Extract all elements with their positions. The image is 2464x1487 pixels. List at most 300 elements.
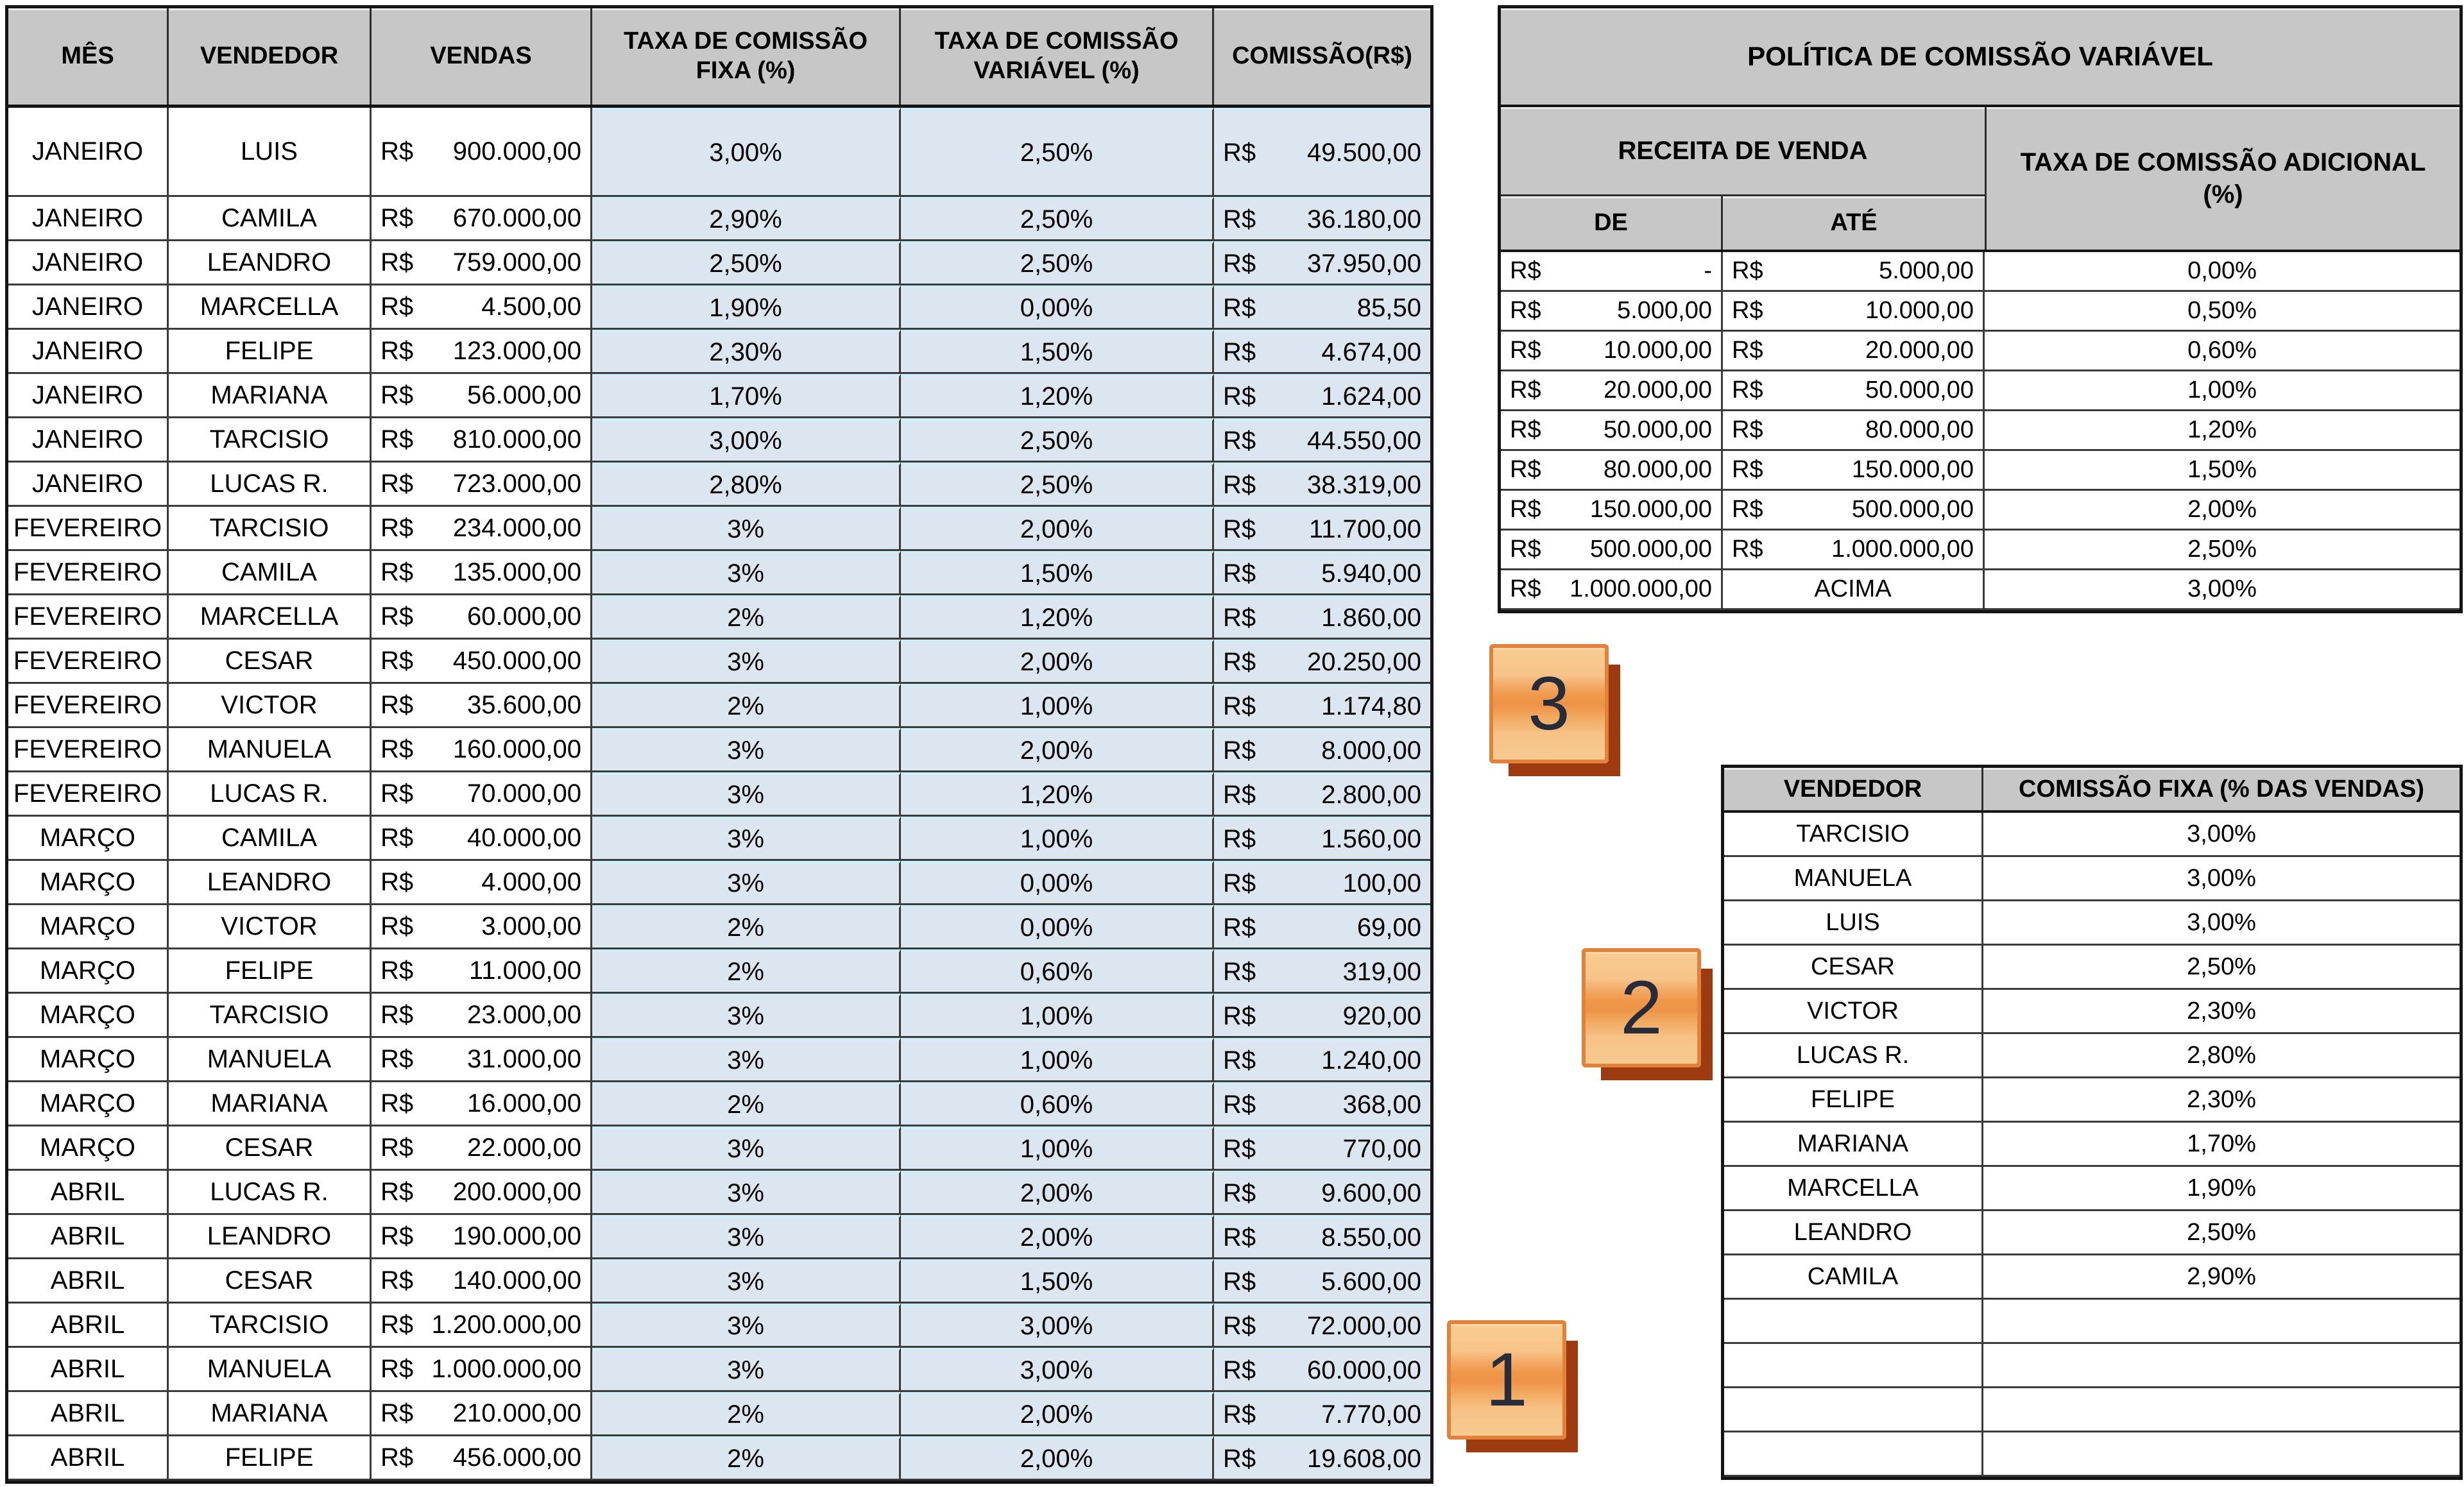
cell-vendor[interactable]: CAMILA [169, 197, 372, 239]
commission-value: 1.560,00 [1321, 824, 1421, 853]
cell-sales[interactable] [372, 241, 592, 284]
table-row [8, 463, 1430, 507]
cell-commission[interactable] [1214, 817, 1430, 859]
cell-sales[interactable] [372, 949, 592, 992]
cell-month[interactable]: MARÇO [8, 994, 169, 1036]
table-row [8, 197, 1430, 241]
cell-vendor[interactable]: FELIPE [169, 330, 372, 372]
currency-prefix: R$ [1223, 1178, 1256, 1207]
currency-prefix: R$ [1223, 603, 1256, 632]
cell-variable-rate[interactable]: 2,00% [901, 728, 1214, 770]
cell-month[interactable]: ABRIL [8, 1171, 169, 1213]
commission-value: 19.608,00 [1307, 1444, 1421, 1473]
commission-value: 8.000,00 [1321, 736, 1421, 765]
cell-sales[interactable] [372, 330, 592, 372]
cell-range-from[interactable] [1501, 252, 1723, 290]
cell-fixed-rate[interactable]: 2,50% [592, 241, 901, 284]
fixed-rate-row [1724, 1255, 2460, 1300]
cell-fixed-rate-pct[interactable]: 3,00% [2187, 864, 2256, 892]
cell-vendor[interactable]: MANUELA [169, 1348, 372, 1390]
cell-additional-rate[interactable]: 1,20% [2187, 416, 2257, 443]
cell-additional-rate[interactable]: 0,60% [2187, 337, 2257, 364]
cell-sales[interactable] [372, 1038, 592, 1080]
cell-fixed-rate[interactable]: 3,00% [592, 418, 901, 461]
table-row [8, 1171, 1430, 1215]
cell-fixed-rate[interactable]: 3% [592, 1171, 901, 1213]
cell-fixed-rate[interactable]: 2% [592, 1436, 901, 1479]
cell-fixed-rate-pct[interactable]: 2,30% [2187, 997, 2256, 1024]
cell-variable-rate[interactable]: 1,20% [901, 374, 1214, 416]
cell-variable-rate[interactable]: 1,50% [901, 551, 1214, 593]
cell-commission[interactable] [1214, 728, 1430, 770]
cell-fixed-rate[interactable]: 3% [592, 1215, 901, 1257]
cell-vendor[interactable]: CAMILA [169, 551, 372, 593]
cell-vendor-name[interactable]: CAMILA [1724, 1255, 1983, 1298]
cell-month[interactable]: ABRIL [8, 1348, 169, 1390]
cell-month[interactable]: ABRIL [8, 1304, 169, 1346]
cell-variable-rate[interactable]: 2,50% [901, 463, 1214, 505]
sales-value: 200.000,00 [452, 1177, 581, 1206]
commission-value: 69,00 [1356, 913, 1421, 942]
header-taxa-fixa[interactable]: TAXA DE COMISSÃO FIXA (%) [592, 8, 901, 105]
cell-fixed-rate[interactable]: 3% [592, 551, 901, 593]
cell-vendor[interactable]: MARIANA [169, 1392, 372, 1434]
cell-month[interactable]: MARÇO [8, 1082, 169, 1125]
cell-vendor-name[interactable] [1724, 1344, 1983, 1386]
commission-value: 1.174,80 [1321, 692, 1421, 720]
cell-vendor-name[interactable]: LUCAS R. [1724, 1034, 1983, 1076]
cell-vendor[interactable]: LUCAS R. [169, 463, 372, 505]
cell-month[interactable]: JANEIRO [8, 108, 169, 195]
cell-month[interactable]: MARÇO [8, 1038, 169, 1080]
fixed-rate-row [1724, 1300, 2460, 1344]
currency-prefix: R$ [1510, 377, 1541, 404]
cell-month[interactable]: FEVEREIRO [8, 728, 169, 770]
cell-month[interactable]: ABRIL [8, 1436, 169, 1479]
cell-commission[interactable] [1214, 108, 1430, 195]
cell-commission[interactable] [1214, 640, 1430, 682]
currency-prefix: R$ [1223, 913, 1256, 942]
cell-month[interactable]: JANEIRO [8, 330, 169, 372]
cell-vendor[interactable]: LUCAS R. [169, 772, 372, 815]
cell-month[interactable]: MARÇO [8, 1126, 169, 1169]
cell-range-from[interactable] [1501, 451, 1723, 489]
cell-commission[interactable] [1214, 507, 1430, 549]
cell-month[interactable]: FEVEREIRO [8, 684, 169, 726]
policy-table-title[interactable]: POLÍTICA DE COMISSÃO VARIÁVEL [1501, 8, 2460, 107]
currency-prefix: R$ [1510, 575, 1541, 602]
cell-range-to[interactable] [1723, 570, 1985, 608]
cell-fixed-rate[interactable]: 3% [592, 1348, 901, 1390]
table-row [8, 1082, 1430, 1126]
header-vendedor[interactable]: VENDEDOR [169, 8, 372, 105]
cell-month[interactable]: ABRIL [8, 1215, 169, 1257]
cell-month[interactable]: JANEIRO [8, 463, 169, 505]
cell-variable-rate[interactable]: 2,00% [901, 1392, 1214, 1434]
currency-prefix: R$ [1223, 205, 1256, 234]
cell-vendor[interactable]: MARIANA [169, 374, 372, 416]
cell-fixed-rate[interactable]: 3% [592, 640, 901, 682]
cell-month[interactable]: MARÇO [8, 861, 169, 903]
cell-additional-rate[interactable]: 2,00% [2187, 496, 2257, 523]
cell-fixed-rate[interactable]: 2% [592, 684, 901, 726]
cell-month[interactable]: MARÇO [8, 817, 169, 859]
cell-vendor[interactable]: VICTOR [169, 905, 372, 947]
cell-commission[interactable] [1214, 1348, 1430, 1390]
cell-fixed-rate[interactable]: 3% [592, 817, 901, 859]
cell-commission[interactable] [1214, 1304, 1430, 1346]
cell-commission[interactable] [1214, 330, 1430, 372]
cell-sales[interactable] [372, 728, 592, 770]
cell-fixed-rate-pct[interactable]: 3,00% [2187, 820, 2256, 847]
cell-range-to[interactable] [1723, 451, 1985, 489]
fixed-rate-row [1724, 946, 2460, 990]
cell-variable-rate[interactable]: 0,00% [901, 285, 1214, 328]
cell-fixed-rate[interactable]: 2,90% [592, 197, 901, 239]
cell-vendor[interactable]: FELIPE [169, 949, 372, 992]
fixed-rate-row [1724, 1078, 2460, 1123]
cell-sales[interactable] [372, 1171, 592, 1213]
cell-commission[interactable] [1214, 418, 1430, 461]
cell-variable-rate[interactable]: 0,60% [901, 1082, 1214, 1125]
cell-sales[interactable] [372, 994, 592, 1036]
cell-fixed-rate-pct[interactable]: 2,50% [2187, 1218, 2256, 1246]
cell-sales[interactable] [372, 640, 592, 682]
cell-fixed-rate[interactable]: 3% [592, 1259, 901, 1302]
cell-range-to[interactable] [1723, 371, 1985, 409]
cell-commission[interactable] [1214, 463, 1430, 505]
cell-sales[interactable] [372, 1259, 592, 1302]
cell-fixed-rate[interactable]: 3% [592, 772, 901, 815]
cell-variable-rate[interactable]: 1,00% [901, 684, 1214, 726]
cell-sales[interactable] [372, 1304, 592, 1346]
cell-month[interactable]: JANEIRO [8, 241, 169, 284]
cell-fixed-rate-pct[interactable]: 2,30% [2187, 1085, 2256, 1113]
sales-value: 70.000,00 [467, 779, 581, 808]
cell-sales[interactable] [372, 905, 592, 947]
cell-month[interactable]: ABRIL [8, 1392, 169, 1434]
cell-variable-rate[interactable]: 2,00% [901, 640, 1214, 682]
cell-fixed-rate[interactable]: 1,90% [592, 285, 901, 328]
cell-vendor-name[interactable]: CESAR [1724, 946, 1983, 988]
cell-variable-rate[interactable]: 1,00% [901, 1038, 1214, 1080]
currency-prefix: R$ [1223, 470, 1256, 499]
cell-commission[interactable] [1214, 772, 1430, 815]
cell-commission[interactable] [1214, 1126, 1430, 1169]
cell-vendor-name[interactable]: FELIPE [1724, 1078, 1983, 1121]
currency-prefix: R$ [381, 336, 414, 365]
cell-fixed-rate-pct[interactable]: 1,70% [2187, 1130, 2256, 1157]
cell-fixed-rate[interactable]: 2% [592, 1082, 901, 1125]
cell-commission[interactable] [1214, 1082, 1430, 1125]
currency-prefix: R$ [1223, 1001, 1256, 1030]
cell-sales[interactable] [372, 374, 592, 416]
header-comissao[interactable]: COMISSÃO(R$) [1214, 8, 1430, 105]
cell-fixed-rate-pct[interactable]: 2,80% [2187, 1041, 2256, 1069]
currency-prefix: R$ [1732, 456, 1763, 483]
cell-variable-rate[interactable]: 2,50% [901, 418, 1214, 461]
cell-sales[interactable] [372, 507, 592, 549]
cell-vendor[interactable]: MANUELA [169, 728, 372, 770]
cell-fixed-rate[interactable]: 3% [592, 728, 901, 770]
cell-fixed-rate[interactable]: 3% [592, 1126, 901, 1169]
cell-fixed-rate-pct[interactable] [1983, 1432, 2460, 1475]
cell-vendor-name[interactable]: TARCISIO [1724, 813, 1983, 855]
commission-value: 5.600,00 [1321, 1267, 1421, 1296]
cell-range-from[interactable] [1501, 491, 1723, 529]
cell-sales[interactable] [372, 684, 592, 726]
currency-prefix: R$ [381, 557, 414, 586]
cell-vendor-name[interactable]: MARIANA [1724, 1123, 1983, 1165]
cell-vendor[interactable]: CESAR [169, 1259, 372, 1302]
cell-commission[interactable] [1214, 949, 1430, 992]
cell-fixed-rate-pct[interactable]: 2,50% [2187, 953, 2256, 980]
cell-vendor-name[interactable] [1724, 1388, 1983, 1431]
cell-fixed-rate[interactable]: 2% [592, 905, 901, 947]
cell-commission[interactable] [1214, 861, 1430, 903]
cell-variable-rate[interactable]: 1,20% [901, 772, 1214, 815]
cell-month[interactable]: JANEIRO [8, 374, 169, 416]
cell-month[interactable]: FEVEREIRO [8, 772, 169, 815]
currency-prefix: R$ [381, 1000, 414, 1029]
header-taxa-variavel[interactable]: TAXA DE COMISSÃO VARIÁVEL (%) [901, 8, 1214, 105]
table-row [8, 905, 1430, 949]
cell-commission[interactable] [1214, 551, 1430, 593]
cell-fixed-rate[interactable]: 2,30% [592, 330, 901, 372]
cell-sales[interactable] [372, 108, 592, 195]
sales-value: 31.000,00 [467, 1044, 581, 1073]
cell-commission[interactable] [1214, 994, 1430, 1036]
cell-variable-rate[interactable]: 1,20% [901, 595, 1214, 638]
fixed-rate-row [1724, 1388, 2460, 1432]
cell-sales[interactable] [372, 1436, 592, 1479]
cell-fixed-rate-pct[interactable] [1983, 1300, 2460, 1342]
cell-vendor[interactable]: MARCELLA [169, 285, 372, 328]
commission-value: 5.940,00 [1321, 559, 1421, 588]
cell-fixed-rate[interactable]: 2% [592, 1392, 901, 1434]
cell-range-from[interactable] [1501, 371, 1723, 409]
cell-variable-rate[interactable]: 1,50% [901, 1259, 1214, 1302]
currency-prefix: R$ [1510, 297, 1541, 324]
cell-vendor[interactable]: CESAR [169, 640, 372, 682]
currency-prefix: R$ [1510, 257, 1541, 284]
header-ate[interactable]: ATÉ [1723, 196, 1985, 250]
cell-commission[interactable] [1214, 285, 1430, 328]
cell-vendor[interactable]: MARCELLA [169, 595, 372, 638]
cell-additional-rate[interactable]: 1,00% [2187, 377, 2257, 404]
cell-range-from[interactable] [1501, 570, 1723, 608]
cell-variable-rate[interactable]: 1,00% [901, 1126, 1214, 1169]
cell-sales[interactable] [372, 1348, 592, 1390]
cell-fixed-rate[interactable]: 3% [592, 861, 901, 903]
sales-value: 35.600,00 [467, 690, 581, 719]
sales-value: 1.200.000,00 [431, 1310, 581, 1339]
cell-month[interactable]: JANEIRO [8, 418, 169, 461]
cell-vendor[interactable]: MARIANA [169, 1082, 372, 1125]
cell-vendor[interactable]: TARCISIO [169, 507, 372, 549]
header-receita-de-venda[interactable]: RECEITA DE VENDA [1501, 107, 1985, 196]
cell-month[interactable]: FEVEREIRO [8, 595, 169, 638]
cell-range-to[interactable] [1723, 491, 1985, 529]
cell-commission[interactable] [1214, 1038, 1430, 1080]
currency-prefix: R$ [1223, 824, 1256, 853]
cell-vendor[interactable]: LUCAS R. [169, 1171, 372, 1213]
cell-fixed-rate-pct[interactable]: 2,90% [2187, 1262, 2256, 1290]
currency-prefix: R$ [1223, 1400, 1256, 1429]
header-taxa-adicional[interactable]: TAXA DE COMISSÃO ADICIONAL (%) [1987, 107, 2460, 250]
cell-range-to[interactable] [1723, 411, 1985, 449]
cell-range-from[interactable] [1501, 531, 1723, 568]
cell-fixed-rate[interactable]: 2% [592, 949, 901, 992]
cell-sales[interactable] [372, 1126, 592, 1169]
cell-vendor-name[interactable]: VICTOR [1724, 990, 1983, 1032]
cell-commission[interactable] [1214, 374, 1430, 416]
table-row [8, 994, 1430, 1038]
cell-variable-rate[interactable]: 2,00% [901, 1436, 1214, 1479]
table-row [8, 551, 1430, 595]
cell-range-from[interactable] [1501, 292, 1723, 330]
cell-sales[interactable] [372, 595, 592, 638]
cell-vendor-name[interactable]: MANUELA [1724, 857, 1983, 899]
commission-value: 770,00 [1342, 1134, 1421, 1163]
cell-fixed-rate-pct[interactable]: 3,00% [2187, 908, 2256, 936]
cell-variable-rate[interactable]: 2,50% [901, 241, 1214, 284]
cell-vendor[interactable]: TARCISIO [169, 994, 372, 1036]
cell-fixed-rate[interactable]: 3% [592, 1304, 901, 1346]
cell-vendor-name[interactable] [1724, 1300, 1983, 1342]
cell-sales[interactable] [372, 418, 592, 461]
cell-additional-rate[interactable]: 1,50% [2187, 456, 2257, 483]
cell-variable-rate[interactable]: 0,00% [901, 861, 1214, 903]
cell-variable-rate[interactable]: 2,00% [901, 507, 1214, 549]
cell-fixed-rate-pct[interactable]: 1,90% [2187, 1174, 2256, 1202]
cell-sales[interactable] [372, 285, 592, 328]
cell-sales[interactable] [372, 463, 592, 505]
table-row [8, 1304, 1430, 1348]
cell-variable-rate[interactable]: 3,00% [901, 1304, 1214, 1346]
cell-commission[interactable] [1214, 905, 1430, 947]
cell-fixed-rate[interactable]: 3% [592, 994, 901, 1036]
cell-sales[interactable] [372, 1082, 592, 1125]
cell-variable-rate[interactable]: 0,00% [901, 905, 1214, 947]
cell-commission[interactable] [1214, 1215, 1430, 1257]
cell-vendor-name[interactable]: LEANDRO [1724, 1211, 1983, 1253]
cell-sales[interactable] [372, 1392, 592, 1434]
cell-fixed-rate-pct[interactable] [1983, 1344, 2460, 1386]
header-de[interactable]: DE [1501, 196, 1723, 250]
cell-variable-rate[interactable]: 2,50% [901, 197, 1214, 239]
sales-value: 810.000,00 [452, 425, 581, 454]
cell-sales[interactable] [372, 817, 592, 859]
cell-fixed-rate-pct[interactable] [1983, 1388, 2460, 1431]
range-from-value: 50.000,00 [1603, 416, 1712, 443]
cell-vendor[interactable]: CESAR [169, 1126, 372, 1169]
cell-variable-rate[interactable]: 2,50% [901, 108, 1214, 195]
cell-range-to[interactable] [1723, 531, 1985, 568]
cell-commission[interactable] [1214, 684, 1430, 726]
cell-fixed-rate[interactable]: 3% [592, 1038, 901, 1080]
header-comissao-fixa[interactable]: COMISSÃO FIXA (% DAS VENDAS) [1983, 768, 2460, 810]
cell-vendor[interactable]: LEANDRO [169, 241, 372, 284]
cell-additional-rate[interactable]: 2,50% [2187, 536, 2257, 563]
cell-variable-rate[interactable]: 3,00% [901, 1348, 1214, 1390]
cell-variable-rate[interactable]: 1,00% [901, 817, 1214, 859]
cell-commission[interactable] [1214, 1259, 1430, 1302]
cell-range-to[interactable] [1723, 292, 1985, 330]
cell-vendor[interactable]: VICTOR [169, 684, 372, 726]
header-vendedor-fixed[interactable]: VENDEDOR [1724, 768, 1983, 810]
cell-vendor[interactable]: TARCISIO [169, 418, 372, 461]
cell-commission[interactable] [1214, 241, 1430, 284]
cell-range-from[interactable] [1501, 411, 1723, 449]
cell-sales[interactable] [372, 1215, 592, 1257]
header-vendas[interactable]: VENDAS [372, 8, 592, 105]
cell-month[interactable]: JANEIRO [8, 285, 169, 328]
cell-additional-rate[interactable]: 0,50% [2187, 297, 2257, 324]
currency-prefix: R$ [381, 867, 414, 896]
cell-month[interactable]: FEVEREIRO [8, 551, 169, 593]
cell-range-to[interactable] [1723, 252, 1985, 290]
cell-month[interactable]: FEVEREIRO [8, 640, 169, 682]
cell-additional-rate[interactable]: 0,00% [2187, 257, 2257, 284]
cell-fixed-rate[interactable]: 1,70% [592, 374, 901, 416]
cell-fixed-rate[interactable]: 2% [592, 595, 901, 638]
cell-fixed-rate[interactable]: 2,80% [592, 463, 901, 505]
cell-vendor[interactable]: TARCISIO [169, 1304, 372, 1346]
cell-sales[interactable] [372, 551, 592, 593]
currency-prefix: R$ [1732, 416, 1763, 443]
cell-commission[interactable] [1214, 595, 1430, 638]
cell-commission[interactable] [1214, 197, 1430, 239]
cell-vendor[interactable]: MANUELA [169, 1038, 372, 1080]
currency-prefix: R$ [381, 602, 414, 631]
cell-variable-rate[interactable]: 2,00% [901, 1171, 1214, 1213]
currency-prefix: R$ [381, 1310, 414, 1339]
cell-variable-rate[interactable]: 0,60% [901, 949, 1214, 992]
cell-sales[interactable] [372, 197, 592, 239]
cell-month[interactable]: FEVEREIRO [8, 507, 169, 549]
cell-vendor-name[interactable]: LUIS [1724, 901, 1983, 944]
cell-sales[interactable] [372, 772, 592, 815]
cell-month[interactable]: ABRIL [8, 1259, 169, 1302]
cell-sales[interactable] [372, 861, 592, 903]
cell-vendor[interactable]: LUIS [169, 108, 372, 195]
cell-month[interactable]: JANEIRO [8, 197, 169, 239]
cell-vendor-name[interactable]: MARCELLA [1724, 1167, 1983, 1209]
cell-commission[interactable] [1214, 1436, 1430, 1479]
cell-range-to[interactable] [1723, 332, 1985, 370]
cell-vendor[interactable]: LEANDRO [169, 1215, 372, 1257]
cell-commission[interactable] [1214, 1392, 1430, 1434]
cell-vendor[interactable]: FELIPE [169, 1436, 372, 1479]
cell-month[interactable]: MARÇO [8, 905, 169, 947]
currency-prefix: R$ [1223, 138, 1256, 167]
cell-month[interactable]: MARÇO [8, 949, 169, 992]
cell-range-from[interactable] [1501, 332, 1723, 370]
cell-variable-rate[interactable]: 1,50% [901, 330, 1214, 372]
cell-vendor[interactable]: CAMILA [169, 817, 372, 859]
cell-variable-rate[interactable]: 1,00% [901, 994, 1214, 1036]
cell-commission[interactable] [1214, 1171, 1430, 1213]
cell-vendor[interactable]: LEANDRO [169, 861, 372, 903]
cell-vendor-name[interactable] [1724, 1432, 1983, 1475]
cell-variable-rate[interactable]: 2,00% [901, 1215, 1214, 1257]
header-mes[interactable]: MÊS [8, 8, 169, 105]
cell-fixed-rate[interactable]: 3% [592, 507, 901, 549]
fixed-rate-row [1724, 1432, 2460, 1477]
cell-fixed-rate[interactable]: 3,00% [592, 108, 901, 195]
cell-additional-rate[interactable]: 3,00% [2187, 575, 2257, 602]
